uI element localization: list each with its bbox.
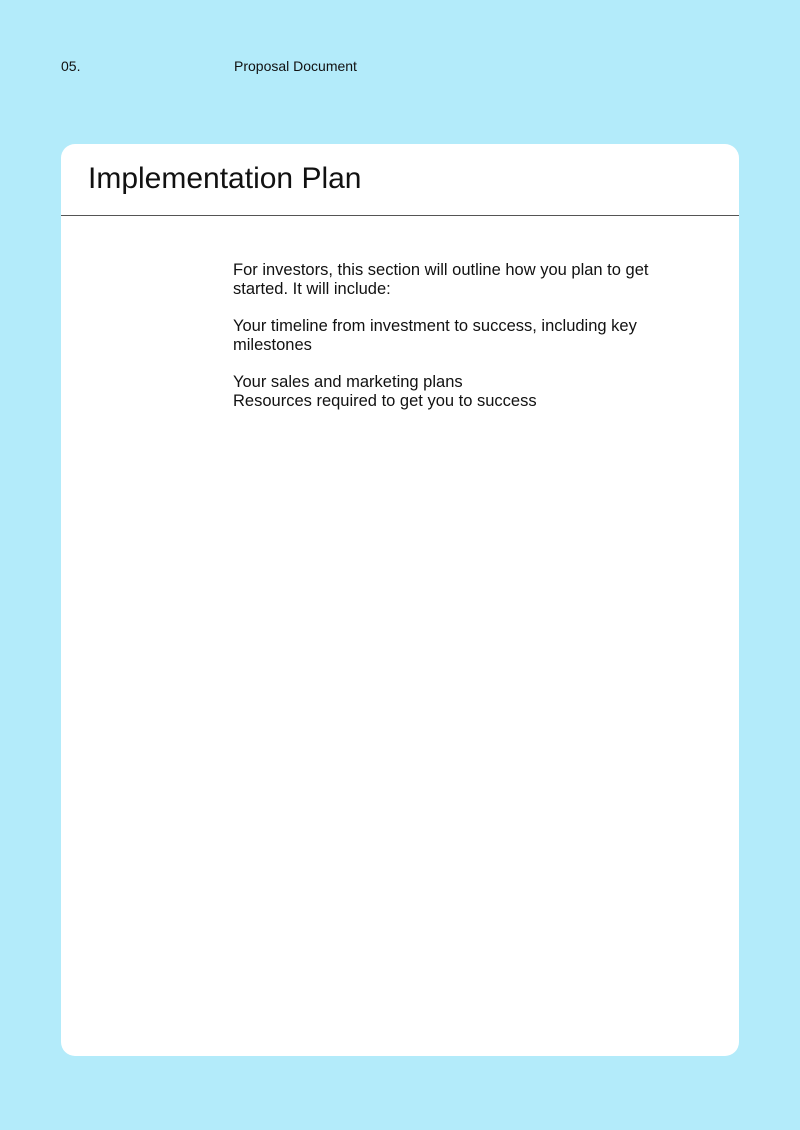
list-item-timeline: Your timeline from investment to success, including key milestones: [233, 317, 637, 354]
intro-paragraph: For investors, this section will outline how you plan to get started. It will include:: [233, 261, 649, 298]
section-title: Implementation Plan: [88, 162, 362, 195]
section-body: [233, 261, 673, 411]
list-item-sales-marketing: Your sales and marketing plans: [233, 373, 463, 391]
content-card: [61, 144, 739, 1056]
list-item-resources: Resources required to get you to success: [233, 392, 537, 410]
title-divider: [61, 215, 739, 216]
page-header: [0, 57, 800, 77]
page-number: 05.: [61, 58, 81, 74]
document-label: Proposal Document: [234, 58, 357, 74]
